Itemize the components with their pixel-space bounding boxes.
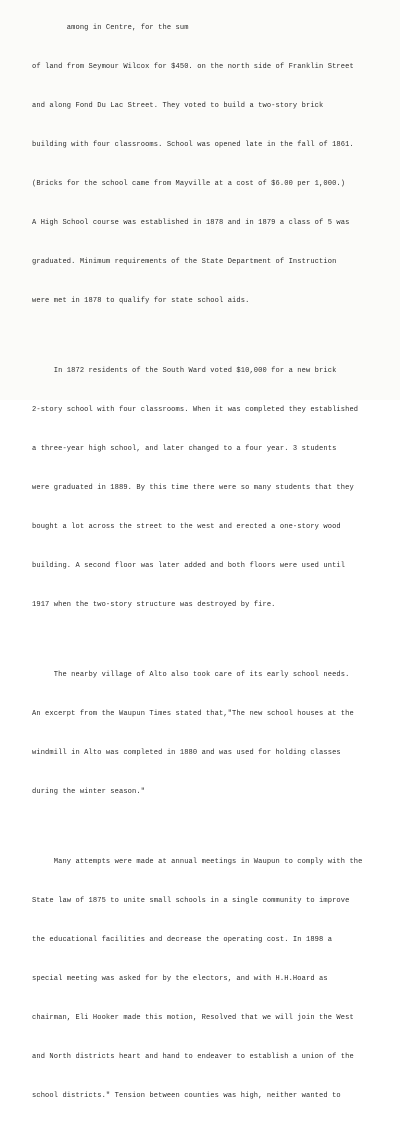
- text-line: school districts." Tension between counties was high, neither wanted to: [32, 1092, 341, 1100]
- paragraph-gap: [32, 334, 400, 339]
- text-line: building with four classrooms. School was opened late in the fall of 1861.: [32, 141, 354, 149]
- text-line: bought a lot across the street to the west and erected a one-story wood: [32, 523, 341, 531]
- text-line: and North districts heart and hand to endeaver to establish a union of the: [32, 1053, 354, 1061]
- text-line: building. A second floor was later added and both floors were used until: [32, 562, 346, 570]
- text-line: 1917 when the two-story structure was destroyed by fire.: [32, 601, 276, 609]
- text-line: A High School course was established in 1878 and in 1879 a class of 5 was: [32, 219, 350, 227]
- text-line: In 1872 residents of the South Ward voted $10,000 for a new brick: [32, 367, 337, 375]
- text-line: Many attempts were made at annual meetings in Waupun to comply with the: [32, 858, 363, 866]
- text-line: State law of 1875 to unite small schools in a single community to improve: [32, 897, 350, 905]
- paragraph-gap: [32, 638, 400, 643]
- text-line: The nearby village of Alto also took care of its early school needs.: [32, 671, 350, 679]
- text-line: the educational facilities and decrease the operating cost. In 1898 a: [32, 936, 333, 944]
- text-line: special meeting was asked for by the electors, and with H.H.Hoard as: [32, 975, 328, 983]
- text-line: of land from Seymour Wilcox for $450. on the north side of Franklin Street: [32, 63, 354, 71]
- text-line: windmill in Alto was completed in 1880 and was used for holding classes: [32, 749, 341, 757]
- paragraph-gap: [32, 825, 400, 830]
- text-line: were met in 1878 to qualify for state school aids.: [32, 297, 250, 305]
- text-line: graduated. Minimum requirements of the State Department of Instruction: [32, 258, 337, 266]
- text-line: 2-story school with four classrooms. When it was completed they established: [32, 406, 359, 414]
- typed-text-body: [32, 0, 400, 1129]
- text-line: and along Fond Du Lac Street. They voted to build a two-story brick: [32, 102, 324, 110]
- text-line: during the winter season.": [32, 788, 146, 796]
- text-line: among in Centre, for the sum: [32, 24, 189, 32]
- text-line: An excerpt from the Waupun Times stated that,"The new school houses at the: [32, 710, 354, 718]
- text-line: were graduated in 1889. By this time there were so many students that they: [32, 484, 354, 492]
- text-line: chairman, Eli Hooker made this motion, Resolved that we will join the West: [32, 1014, 354, 1022]
- text-line: (Bricks for the school came from Mayville at a cost of $6.00 per 1,000.): [32, 180, 346, 188]
- text-line: a three-year high school, and later changed to a four year. 3 students: [32, 445, 337, 453]
